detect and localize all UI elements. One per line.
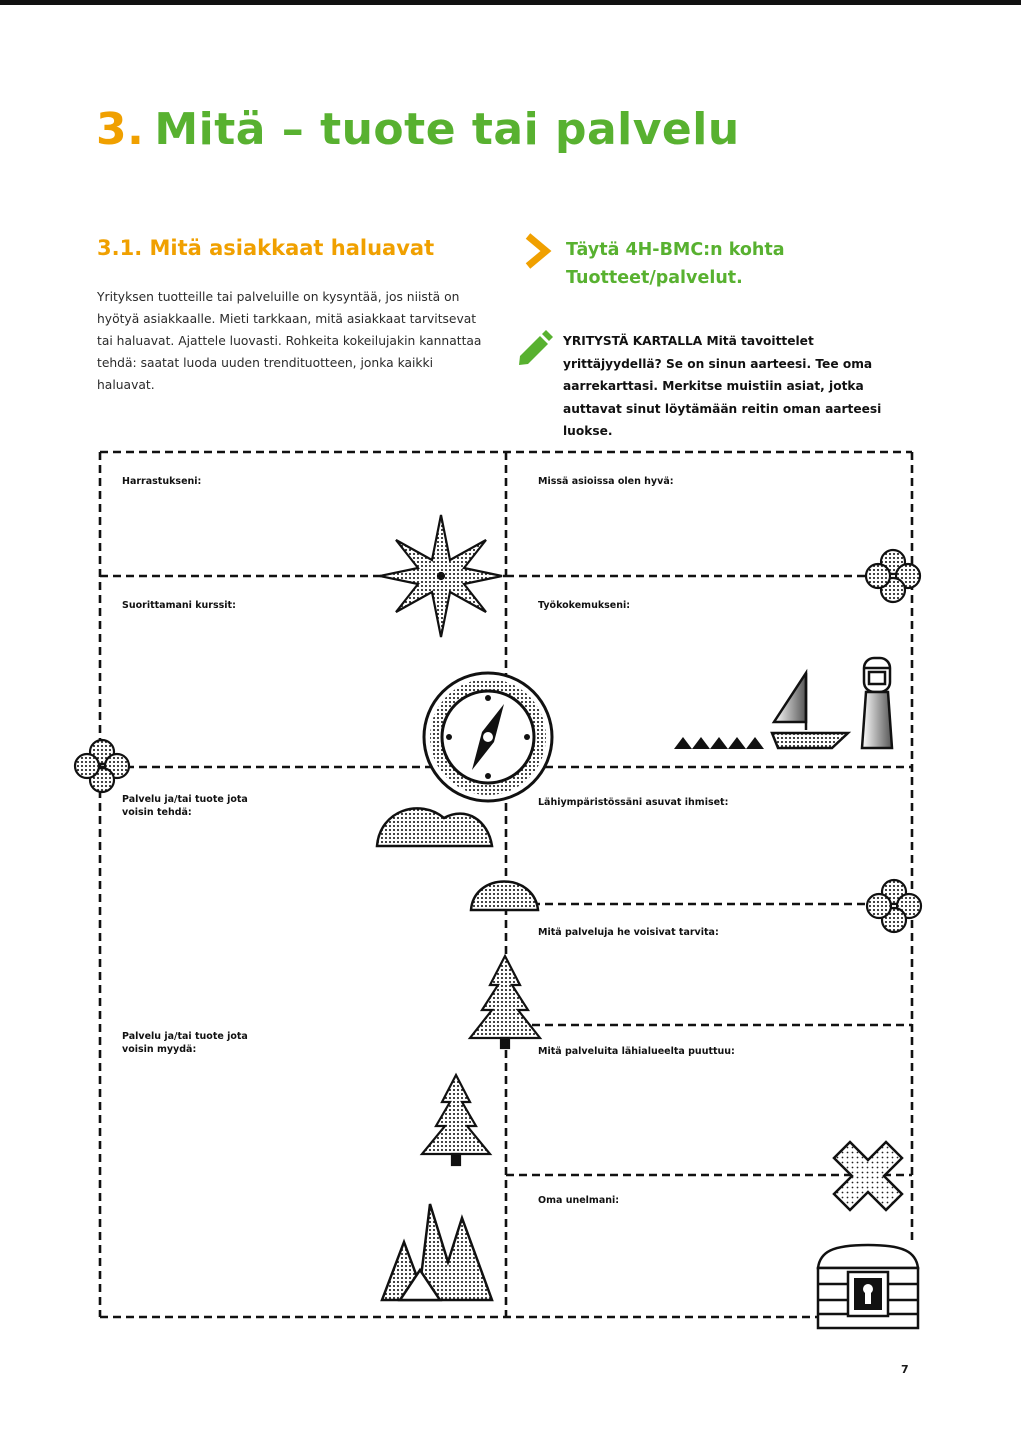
intro-paragraph: Yrityksen tuotteille tai palveluille on kysyntää, jos niistä on hyötyä asiakkaalle. Mieti tarkkaan, mitä asiakkaat tarvitsevat tai haluavat. Ajattele luovasti. Rohkeita kokeilujakin kannattaa tehdä: saatat luoda uuden trendituotteen, jonka kaikki haluavat. xyxy=(97,290,482,392)
field-ihmiset: Lähiympäristössäni asuvat ihmiset: xyxy=(538,797,729,808)
chapter-number: 3. xyxy=(96,104,145,155)
task-line-2: Tuotteet/palvelut. xyxy=(566,268,743,288)
field-harrastukset: Harrastukseni: xyxy=(122,476,202,487)
field-tyokokemus: Työkokemukseni: xyxy=(538,600,631,611)
hill-icon xyxy=(471,882,538,911)
exercise-lead: YRITYSTÄ KARTALLA xyxy=(563,334,703,348)
field-unelma: Oma unelmani: xyxy=(538,1195,620,1206)
field-palvelu-tehda: Palvelu ja/tai tuote jota voisin tehdä: xyxy=(122,794,248,818)
lighthouse-icon xyxy=(862,658,892,748)
field-hyva: Missä asioissa olen hyvä: xyxy=(538,476,674,487)
task-line-1: Täytä 4H-BMC:n kohta xyxy=(566,240,785,260)
field-tarvita: Mitä palveluja he voisivat tarvita: xyxy=(538,927,719,938)
tree-icon xyxy=(422,1075,490,1165)
chapter-title: Mitä – tuote tai palvelu xyxy=(154,104,740,155)
compass-icon xyxy=(424,673,552,801)
waves-icon xyxy=(674,737,764,749)
treasure-chest-icon xyxy=(818,1245,918,1328)
exercise-body: Mitä tavoittelet yrittäjyydellä? Se on sinun aarteesi. Tee oma aarrekarttasi. Merkitse muistiin asiat, jotka auttavat sinut löytämään reitin oman aarteesi luokse. xyxy=(563,334,882,438)
sailboat-icon xyxy=(772,673,848,748)
compass-rose-icon xyxy=(380,515,502,637)
field-palvelu-myyda: Palvelu ja/tai tuote jota voisin myydä: xyxy=(122,1031,248,1055)
hill-icon xyxy=(377,808,492,846)
page-number: 7 xyxy=(901,1363,909,1376)
section-title: 3.1. Mitä asiakkaat haluavat xyxy=(97,236,435,260)
tree-icon xyxy=(470,956,540,1048)
field-puuttuu: Mitä palveluita lähialueelta puuttuu: xyxy=(538,1046,735,1057)
field-kurssit: Suorittamani kurssit: xyxy=(122,600,236,611)
mountains-icon xyxy=(382,1204,492,1300)
